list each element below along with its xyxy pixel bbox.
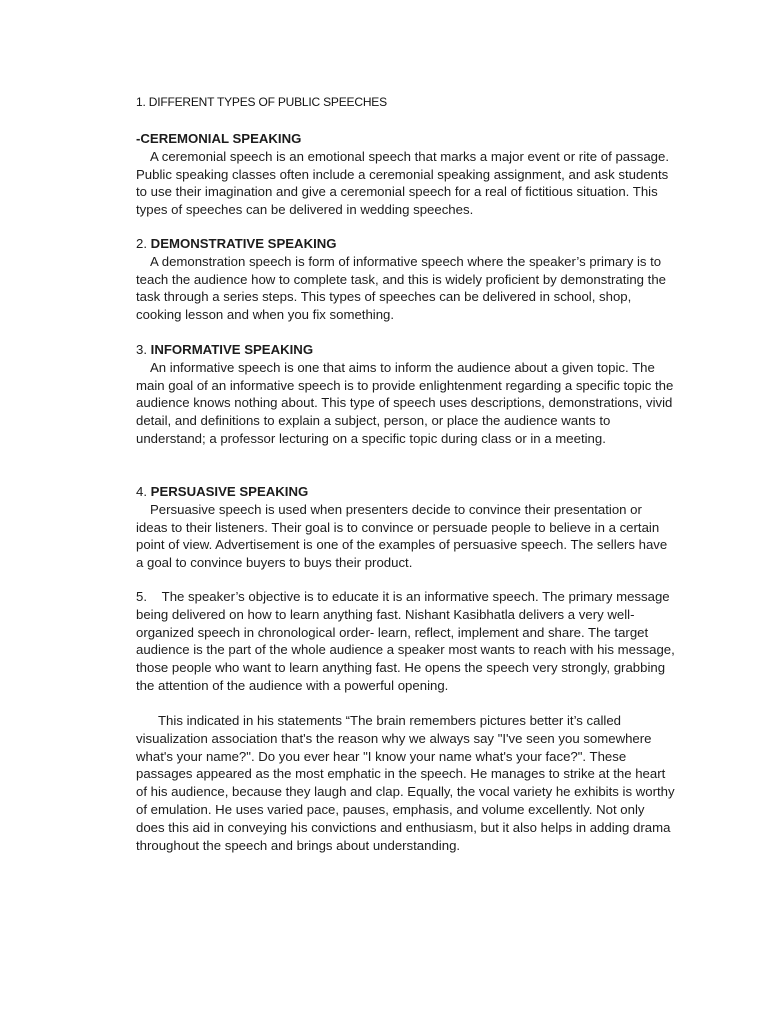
heading-text: DEMONSTRATIVE SPEAKING xyxy=(150,236,337,251)
section-body-text: An informative speech is one that aims to inform the audience about a given topic. The main goal of an informative speech is to provide enlightenment regarding a specific topic the audience knows nothing about. This type of speech uses descriptions, demonstrations, vivid detail, and definitions to explain a subject, person, or place the audience wants to understand; a professor lecturing on a specific topic during class or in a meeting. xyxy=(136,359,674,446)
section-body-text: A ceremonial speech is an emotional speech that marks a major event or rite of passage. Public speaking classes often include a ceremonial speaking assignment, and ask students to use their imagination and give a ceremonial speech for a real of fictitious situation. This types of speeches can be delivered in wedding speeches. xyxy=(136,148,669,218)
heading-prefix: 3. xyxy=(136,342,151,357)
section-closing xyxy=(136,712,676,854)
section-demonstrative xyxy=(136,235,676,324)
section-body-text: A demonstration speech is form of informative speech where the speaker’s primary is to teach the audience how to complete task, and this is widely proficient by demonstrating the task through a series steps. This types of speeches can be delivered in school, shop, cooking lesson and when you fix something. xyxy=(136,253,666,323)
section-body xyxy=(136,148,676,219)
section-heading xyxy=(136,483,676,501)
heading-text: INFORMATIVE SPEAKING xyxy=(150,342,314,357)
section-item-5 xyxy=(136,588,676,695)
document-title: 1. DIFFERENT TYPES OF PUBLIC SPEECHES xyxy=(136,95,387,109)
heading-prefix: 2. xyxy=(136,236,151,251)
closing-text: This indicated in his statements “The brain remembers pictures better it’s called visualization association that's the reason why we always say "I've seen you somewhere what's your name?". Do you ever hear "I know your name what's your face?". These passages appeared as the most emphatic in the speech. He manages to strike at the heart of his audience, because they laugh and clap. Equally, the vocal variety he exhibits is worthy of emulation. He uses varied pace, pauses, emphasis, and volume excellently. Not only does this aid in conveying his convictions and enthusiasm, but it also helps in adding drama throughout the speech and brings about understanding. xyxy=(136,713,675,853)
section-informative xyxy=(136,341,676,448)
section-heading xyxy=(136,235,676,253)
section-heading xyxy=(136,341,676,359)
closing-paragraph xyxy=(136,712,676,854)
heading-text: CEREMONIAL SPEAKING xyxy=(140,131,302,146)
section-ceremonial xyxy=(136,130,676,219)
item-5-text: The speaker’s objective is to educate it is an informative speech. The primary message being delivered on how to learn anything fast. Nishant Kasibhatla delivers a very well-organized speech in chronological order- learn, reflect, implement and share. The target audience is the part of the whole audience a speaker most wants to reach with his message, those people who want to learn anything fast. He opens the speech very strongly, grabbing the attention of the audience with a powerful opening. xyxy=(136,589,675,693)
heading-prefix: - xyxy=(136,131,141,146)
section-body xyxy=(136,359,676,448)
section-body xyxy=(136,253,676,324)
section-body xyxy=(136,501,676,572)
section-body-text: Persuasive speech is used when presenters decide to convince their presentation or ideas to their listeners. Their goal is to convince or persuade people to believe in a certain point of view. Advertisement is one of the examples of persuasive speech. The sellers have a goal to convince buyers to buys their product. xyxy=(136,501,668,571)
section-persuasive xyxy=(136,483,676,572)
section-heading xyxy=(136,130,676,148)
heading-text: PERSUASIVE SPEAKING xyxy=(150,484,309,499)
item-5-paragraph xyxy=(136,588,676,695)
heading-prefix: 4. xyxy=(136,484,151,499)
item-number: 5. xyxy=(136,589,147,604)
